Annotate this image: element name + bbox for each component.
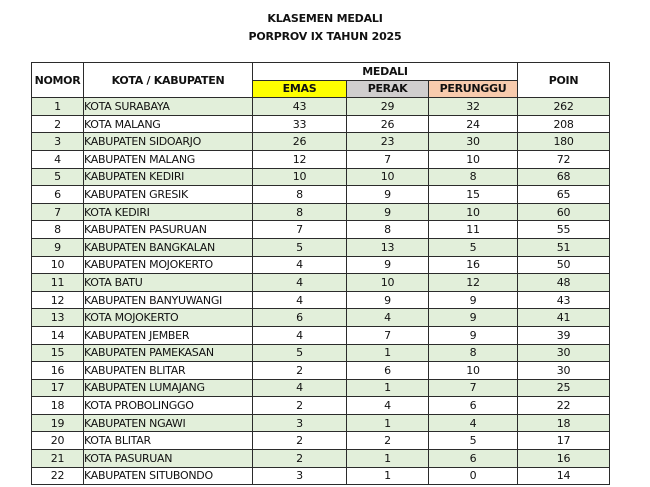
page-subtitle: PORPROV IX TAHUN 2025 <box>248 30 402 43</box>
table-row <box>32 362 610 380</box>
cell-poin: 180 <box>518 133 610 151</box>
cell-perunggu: 6 <box>429 450 518 468</box>
cell-emas: 8 <box>253 203 347 221</box>
cell-kota: KOTA MALANG <box>84 115 253 133</box>
cell-perak: 8 <box>347 221 429 239</box>
cell-perunggu: 4 <box>429 414 518 432</box>
cell-emas: 2 <box>253 397 347 415</box>
cell-emas: 4 <box>253 379 347 397</box>
cell-poin: 25 <box>518 379 610 397</box>
cell-emas: 2 <box>253 362 347 380</box>
cell-perak: 4 <box>347 397 429 415</box>
table-row <box>32 344 610 362</box>
cell-emas: 3 <box>253 414 347 432</box>
cell-perak: 9 <box>347 186 429 204</box>
cell-perunggu: 0 <box>429 467 518 485</box>
cell-perak: 7 <box>347 326 429 344</box>
cell-poin: 30 <box>518 344 610 362</box>
cell-poin: 55 <box>518 221 610 239</box>
table-row <box>32 238 610 256</box>
cell-nomor: 14 <box>32 326 84 344</box>
cell-kota: KABUPATEN LUMAJANG <box>84 379 253 397</box>
table-row <box>32 150 610 168</box>
cell-perunggu: 24 <box>429 115 518 133</box>
cell-kota: KABUPATEN KEDIRI <box>84 168 253 186</box>
cell-perunggu: 6 <box>429 397 518 415</box>
header-kota: KOTA / KABUPATEN <box>84 63 253 98</box>
cell-perak: 7 <box>347 150 429 168</box>
cell-perak: 9 <box>347 256 429 274</box>
table-row <box>32 203 610 221</box>
table-row <box>32 133 610 151</box>
cell-emas: 5 <box>253 344 347 362</box>
medal-standings-table <box>31 62 610 485</box>
table-body <box>32 98 610 485</box>
cell-poin: 14 <box>518 467 610 485</box>
cell-nomor: 2 <box>32 115 84 133</box>
cell-nomor: 8 <box>32 221 84 239</box>
cell-perak: 23 <box>347 133 429 151</box>
cell-poin: 65 <box>518 186 610 204</box>
cell-poin: 17 <box>518 432 610 450</box>
cell-perunggu: 10 <box>429 203 518 221</box>
table-row <box>32 256 610 274</box>
cell-emas: 43 <box>253 98 347 116</box>
cell-perak: 26 <box>347 115 429 133</box>
cell-nomor: 5 <box>32 168 84 186</box>
header-nomor: NOMOR <box>32 63 84 98</box>
cell-emas: 26 <box>253 133 347 151</box>
table-row <box>32 168 610 186</box>
cell-perunggu: 10 <box>429 362 518 380</box>
cell-kota: KABUPATEN SIDOARJO <box>84 133 253 151</box>
cell-perak: 10 <box>347 274 429 292</box>
table-header <box>32 63 610 98</box>
cell-nomor: 17 <box>32 379 84 397</box>
cell-kota: KABUPATEN PAMEKASAN <box>84 344 253 362</box>
cell-nomor: 1 <box>32 98 84 116</box>
cell-kota: KABUPATEN BANYUWANGI <box>84 291 253 309</box>
cell-poin: 72 <box>518 150 610 168</box>
cell-emas: 4 <box>253 326 347 344</box>
header-perak: PERAK <box>347 80 429 98</box>
table-row <box>32 379 610 397</box>
table-row <box>32 221 610 239</box>
cell-perak: 6 <box>347 362 429 380</box>
cell-emas: 2 <box>253 450 347 468</box>
cell-nomor: 12 <box>32 291 84 309</box>
header-poin: POIN <box>518 63 610 98</box>
cell-kota: KABUPATEN MALANG <box>84 150 253 168</box>
cell-perak: 1 <box>347 344 429 362</box>
table-row <box>32 414 610 432</box>
cell-perunggu: 30 <box>429 133 518 151</box>
cell-perak: 29 <box>347 98 429 116</box>
cell-emas: 10 <box>253 168 347 186</box>
cell-nomor: 13 <box>32 309 84 327</box>
table-row <box>32 115 610 133</box>
cell-emas: 5 <box>253 238 347 256</box>
cell-emas: 12 <box>253 150 347 168</box>
cell-poin: 22 <box>518 397 610 415</box>
header-medali: MEDALI <box>253 63 518 81</box>
cell-kota: KABUPATEN GRESIK <box>84 186 253 204</box>
cell-nomor: 19 <box>32 414 84 432</box>
table-row <box>32 397 610 415</box>
table-row <box>32 450 610 468</box>
cell-perak: 1 <box>347 450 429 468</box>
cell-emas: 3 <box>253 467 347 485</box>
cell-perunggu: 5 <box>429 432 518 450</box>
cell-poin: 16 <box>518 450 610 468</box>
cell-poin: 208 <box>518 115 610 133</box>
cell-kota: KABUPATEN MOJOKERTO <box>84 256 253 274</box>
cell-perak: 1 <box>347 379 429 397</box>
cell-nomor: 11 <box>32 274 84 292</box>
cell-perunggu: 9 <box>429 326 518 344</box>
table-row <box>32 274 610 292</box>
cell-nomor: 7 <box>32 203 84 221</box>
cell-perunggu: 11 <box>429 221 518 239</box>
cell-poin: 43 <box>518 291 610 309</box>
cell-perak: 9 <box>347 203 429 221</box>
cell-nomor: 15 <box>32 344 84 362</box>
cell-perunggu: 9 <box>429 309 518 327</box>
cell-nomor: 16 <box>32 362 84 380</box>
table-row <box>32 98 610 116</box>
cell-poin: 48 <box>518 274 610 292</box>
table-row <box>32 186 610 204</box>
cell-emas: 6 <box>253 309 347 327</box>
cell-perunggu: 32 <box>429 98 518 116</box>
cell-perunggu: 7 <box>429 379 518 397</box>
cell-perunggu: 16 <box>429 256 518 274</box>
cell-perunggu: 12 <box>429 274 518 292</box>
cell-perak: 13 <box>347 238 429 256</box>
cell-nomor: 20 <box>32 432 84 450</box>
cell-kota: KOTA SURABAYA <box>84 98 253 116</box>
cell-perunggu: 5 <box>429 238 518 256</box>
table-row <box>32 326 610 344</box>
cell-kota: KABUPATEN NGAWI <box>84 414 253 432</box>
cell-perunggu: 8 <box>429 344 518 362</box>
cell-nomor: 18 <box>32 397 84 415</box>
cell-perak: 9 <box>347 291 429 309</box>
cell-poin: 41 <box>518 309 610 327</box>
cell-kota: KOTA BATU <box>84 274 253 292</box>
cell-emas: 2 <box>253 432 347 450</box>
cell-kota: KABUPATEN BLITAR <box>84 362 253 380</box>
cell-poin: 51 <box>518 238 610 256</box>
cell-perunggu: 9 <box>429 291 518 309</box>
cell-nomor: 21 <box>32 450 84 468</box>
cell-emas: 7 <box>253 221 347 239</box>
cell-kota: KABUPATEN SITUBONDO <box>84 467 253 485</box>
cell-perak: 2 <box>347 432 429 450</box>
cell-poin: 18 <box>518 414 610 432</box>
cell-poin: 30 <box>518 362 610 380</box>
cell-nomor: 6 <box>32 186 84 204</box>
cell-poin: 60 <box>518 203 610 221</box>
cell-emas: 4 <box>253 291 347 309</box>
cell-kota: KABUPATEN BANGKALAN <box>84 238 253 256</box>
header-emas: EMAS <box>253 80 347 98</box>
cell-nomor: 22 <box>32 467 84 485</box>
cell-kota: KOTA PROBOLINGGO <box>84 397 253 415</box>
cell-kota: KABUPATEN PASURUAN <box>84 221 253 239</box>
cell-perunggu: 15 <box>429 186 518 204</box>
cell-nomor: 3 <box>32 133 84 151</box>
cell-emas: 33 <box>253 115 347 133</box>
cell-poin: 50 <box>518 256 610 274</box>
cell-poin: 262 <box>518 98 610 116</box>
table-row <box>32 432 610 450</box>
table-row <box>32 467 610 485</box>
cell-perunggu: 10 <box>429 150 518 168</box>
cell-emas: 8 <box>253 186 347 204</box>
cell-perak: 1 <box>347 467 429 485</box>
page-title: KLASEMEN MEDALI <box>267 12 383 25</box>
table-row <box>32 291 610 309</box>
cell-perak: 10 <box>347 168 429 186</box>
cell-kota: KABUPATEN JEMBER <box>84 326 253 344</box>
cell-kota: KOTA MOJOKERTO <box>84 309 253 327</box>
cell-nomor: 9 <box>32 238 84 256</box>
cell-kota: KOTA KEDIRI <box>84 203 253 221</box>
cell-kota: KOTA PASURUAN <box>84 450 253 468</box>
cell-poin: 39 <box>518 326 610 344</box>
header-perunggu: PERUNGGU <box>429 80 518 98</box>
cell-emas: 4 <box>253 274 347 292</box>
cell-perunggu: 8 <box>429 168 518 186</box>
cell-perak: 4 <box>347 309 429 327</box>
cell-nomor: 4 <box>32 150 84 168</box>
table-row <box>32 309 610 327</box>
cell-nomor: 10 <box>32 256 84 274</box>
cell-perak: 1 <box>347 414 429 432</box>
cell-emas: 4 <box>253 256 347 274</box>
cell-poin: 68 <box>518 168 610 186</box>
cell-kota: KOTA BLITAR <box>84 432 253 450</box>
